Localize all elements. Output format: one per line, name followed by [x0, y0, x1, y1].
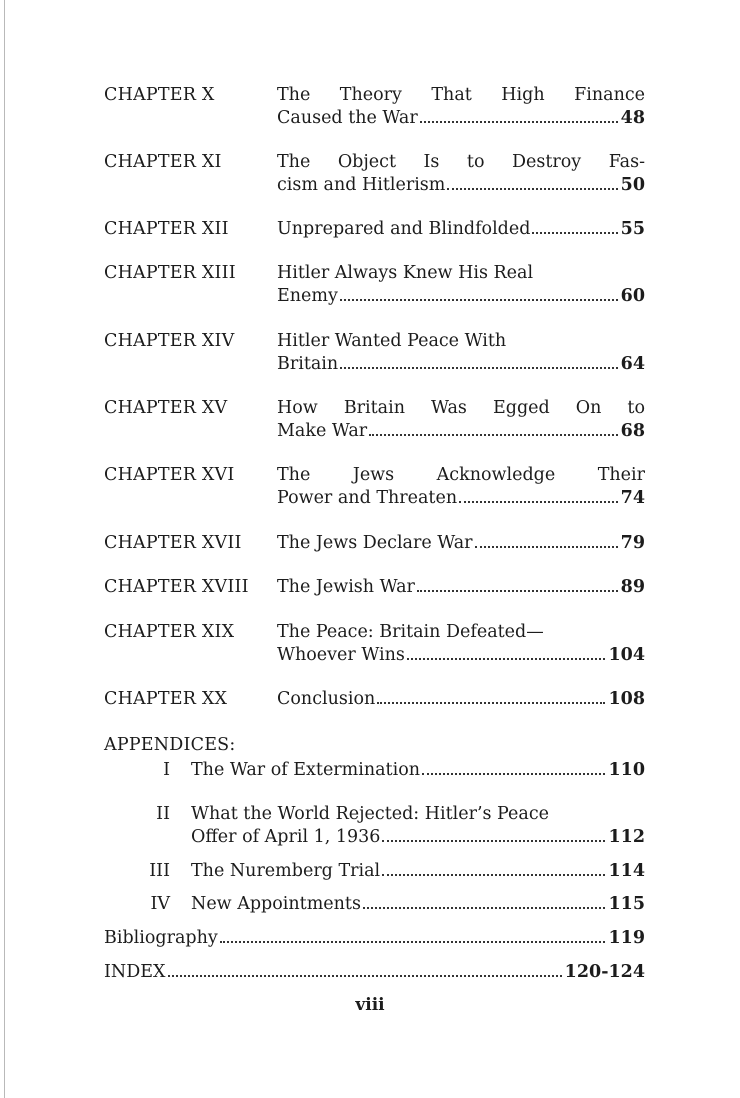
dot-leader: [382, 874, 605, 876]
page-number: 50: [620, 175, 645, 195]
chapter-title: [277, 151, 645, 197]
chapter-title: [277, 218, 645, 241]
page-number: 110: [608, 760, 645, 780]
chapter-label: CHAPTER XVI: [104, 465, 235, 485]
page-number: 119: [608, 928, 645, 948]
dot-leader: [168, 975, 562, 977]
title-line: The Jews Acknowledge Their: [277, 465, 645, 485]
title-line: Caused the War: [277, 108, 418, 128]
chapter-label: CHAPTER XIV: [104, 331, 235, 351]
page-number: 112: [608, 827, 645, 847]
dot-leader: [420, 121, 618, 123]
dot-leader: [363, 907, 606, 909]
page-number: 114: [608, 861, 645, 881]
page-number: 64: [620, 354, 645, 374]
chapter-label: CHAPTER XV: [104, 398, 228, 418]
title-line: The Peace: Britain Defeated—: [277, 622, 544, 642]
chapter-title: [277, 621, 645, 667]
page-number: 120-124: [564, 962, 645, 982]
title-line: The Nuremberg Trial: [191, 861, 381, 881]
index-label: INDEX: [104, 962, 166, 982]
chapter-label: CHAPTER XI: [104, 152, 222, 172]
dot-leader: [340, 367, 617, 369]
appendices-heading: APPENDICES:: [104, 735, 236, 755]
chapter-title: [277, 688, 645, 711]
title-line: Offer of April 1, 1936: [191, 827, 381, 847]
chapter-label: CHAPTER XIX: [104, 622, 235, 642]
title-line: Hitler Always Knew His Real: [277, 263, 534, 283]
page-number: 55: [620, 219, 645, 239]
page-number: 48: [620, 108, 645, 128]
chapter-label: CHAPTER X: [104, 85, 215, 105]
page-number: 104: [608, 645, 645, 665]
chapter-label: CHAPTER XX: [104, 689, 228, 709]
chapter-title: [277, 84, 645, 130]
title-line: How Britain Was Egged On to: [277, 398, 645, 418]
title-line: Power and Threaten: [277, 488, 458, 508]
dot-leader: [220, 941, 606, 943]
title-line: The War of Extermination: [191, 760, 420, 780]
title-line: The Theory That High Finance: [277, 85, 645, 105]
chapter-label: CHAPTER XIII: [104, 263, 236, 283]
chapter-title: [277, 262, 645, 308]
chapter-title: [277, 532, 645, 555]
chapter-title: [277, 576, 645, 599]
title-line: Whoever Wins: [277, 645, 405, 665]
title-line: The Object Is to Destroy Fas-: [277, 152, 645, 172]
page-number: 89: [620, 577, 645, 597]
dot-leader: [475, 546, 618, 548]
title-line: The Jews Declare War: [277, 533, 473, 553]
chapter-label: CHAPTER XII: [104, 219, 229, 239]
appendix-numeral: II: [156, 804, 170, 824]
page-number: 115: [608, 894, 645, 914]
page-number: 60: [620, 286, 645, 306]
page-number: 68: [620, 421, 645, 441]
chapter-title: [277, 330, 645, 376]
page-edge-rule: [4, 0, 5, 1098]
dot-leader: [340, 299, 618, 301]
title-line: Make War: [277, 421, 368, 441]
appendix-numeral: IV: [150, 894, 170, 914]
dot-leader: [377, 702, 605, 704]
chapter-label: CHAPTER XVII: [104, 533, 242, 553]
dot-leader: [417, 590, 618, 592]
dot-leader: [369, 434, 618, 436]
page-number: 108: [608, 689, 645, 709]
title-line: What the World Rejected: Hitler’s Peace: [191, 804, 549, 824]
appendix-numeral: III: [149, 861, 170, 881]
appendix-title: [191, 860, 645, 883]
appendix-title: [191, 759, 645, 782]
dot-leader: [532, 232, 617, 234]
dot-leader: [422, 773, 605, 775]
chapter-title: [277, 397, 645, 443]
page-number: 79: [620, 533, 645, 553]
title-line: New Appointments: [191, 894, 361, 914]
appendix-numeral: I: [163, 760, 170, 780]
appendix-title: [191, 893, 645, 916]
title-line: Unprepared and Blindfolded: [277, 219, 531, 239]
chapter-title: [277, 464, 645, 510]
dot-leader: [447, 188, 617, 190]
appendix-title: [191, 803, 645, 849]
dot-leader: [407, 658, 606, 660]
dot-leader: [382, 840, 605, 842]
bibliography-label: Bibliography: [104, 928, 218, 948]
title-line: cism and Hitlerism: [277, 175, 446, 195]
title-line: Conclusion: [277, 689, 376, 709]
title-line: Britain: [277, 354, 339, 374]
chapter-label: CHAPTER XVIII: [104, 577, 249, 597]
title-line: The Jewish War: [277, 577, 415, 597]
dot-leader: [459, 501, 618, 503]
title-line: Enemy: [277, 286, 338, 306]
title-line: Hitler Wanted Peace With: [277, 331, 507, 351]
page-number: 74: [620, 488, 645, 508]
page-folio: viii: [355, 995, 385, 1015]
